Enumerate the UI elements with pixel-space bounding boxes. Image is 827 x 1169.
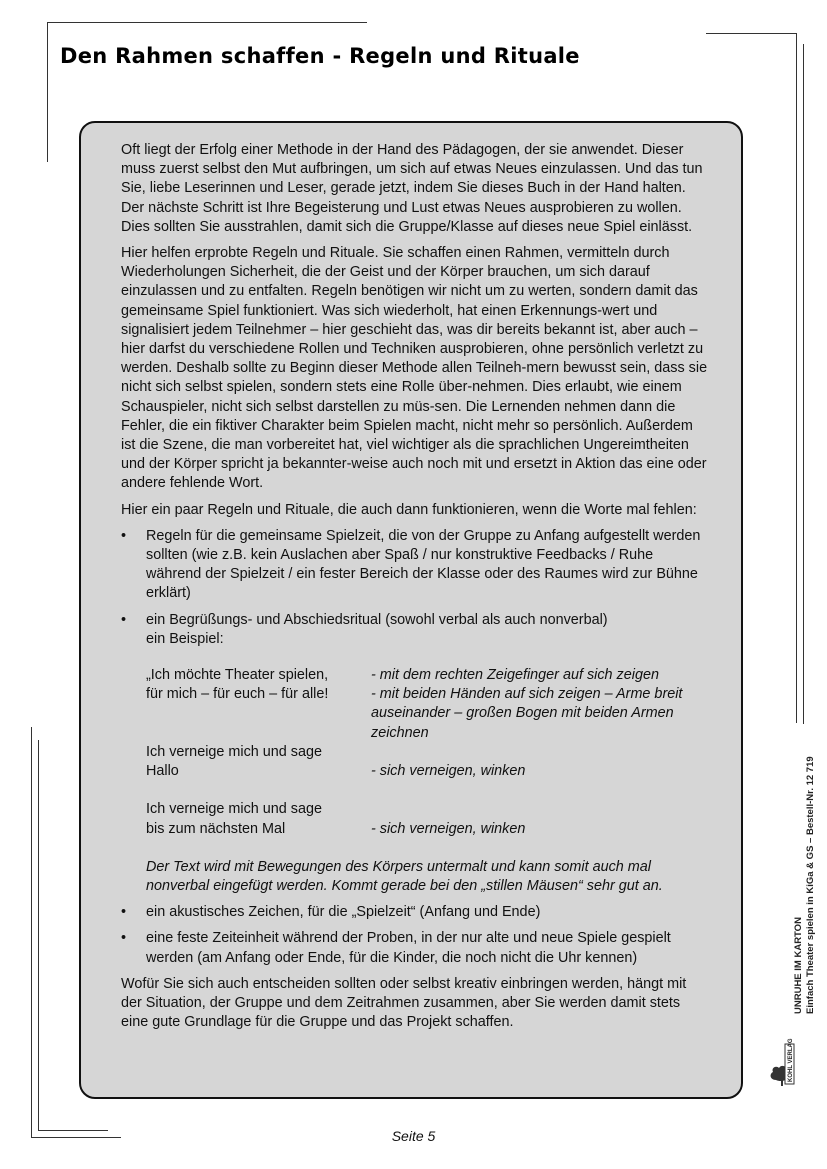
list-item	[121, 611, 711, 896]
ritual-text: Hallo	[146, 763, 179, 780]
bullet-marker: •	[121, 904, 127, 921]
paragraph-intro: Oft liegt der Erfolg einer Methode in der Hand des Pädagogen, der sie anwendet. Dieser muss zuerst selbst den Mut aufbringen, um sich auf etwas Neues einzulassen. Und das tun Sie, liebe Leserinnen und Leser, gerade jetzt, indem Sie dieses Buch in der Hand halten. Der nächste Schritt ist Ihre Begeisterung und Lust etwas Neues ausprobieren zu wollen. Dies sollten Sie ausstrahlen, damit sich die Gruppe/Klasse auf dieses neue Spiel einlässt.	[121, 142, 703, 235]
paragraph-closing: Wofür Sie sich auch entscheiden sollten oder selbst kreativ einbringen werden, hängt mit der Situation, der Gruppe und dem Zeitrahmen zusammen, aber Sie werden damit stets eine gute Grundlage für die Gruppe und das Projekt schaffen.	[121, 975, 687, 1031]
bullet-marker: •	[121, 611, 127, 628]
ritual-note: Der Text wird mit Bewegungen des Körpers untermalt und kann somit auch mal nonverbal eingefügt werden. Kommt gerade bei den „stillen Mäusen“ sehr gut an.	[146, 858, 663, 894]
list-item	[121, 527, 711, 604]
list-item-text: ein Begrüßungs- und Abschiedsritual (sowohl verbal als auch nonverbal)	[146, 611, 608, 628]
bullet-marker: •	[121, 527, 127, 544]
list-item	[121, 929, 711, 967]
frame-line	[31, 727, 32, 1137]
ritual-action: - sich verneigen, winken	[371, 820, 526, 837]
ritual-table	[146, 666, 711, 839]
ritual-text: für mich – für euch – für alle!	[146, 686, 329, 703]
frame-line	[47, 22, 367, 23]
ritual-action: - mit beiden Händen auf sich zeigen – Arme breit auseinander – großen Bogen mit beiden Armen zeichnen	[371, 686, 683, 741]
ritual-text: bis zum nächsten Mal	[146, 820, 286, 837]
frame-line	[803, 44, 804, 724]
ritual-action: - mit dem rechten Zeigefinger auf sich zeigen	[371, 667, 659, 684]
ritual-action	[371, 800, 711, 819]
page-number: Seite 5	[391, 1128, 436, 1144]
frame-line	[706, 33, 796, 34]
frame-line	[47, 22, 48, 162]
article-body	[121, 141, 711, 1039]
ritual-action: - sich verneigen, winken	[371, 763, 526, 780]
example-label: ein Beispiel:	[146, 630, 224, 647]
ritual-text: Ich verneige mich und sage	[146, 801, 322, 818]
list-item-text: eine feste Zeiteinheit während der Proben, in der nur alte und neue Spiele gespielt werden (am Anfang oder Ende, für die Kinder, die noch nicht die Uhr kennen)	[146, 930, 671, 966]
ritual-spacer	[371, 781, 711, 800]
list-item-text: Regeln für die gemeinsame Spielzeit, die von der Gruppe zu Anfang aufgestellt werden sollten (wie z.B. kein Auslachen aber Spaß / nur konstruktive Feedbacks / Ruhe während der Spielzeit / ein fester Bereich der Klasse oder des Raumes wird zur Bühne erklärt)	[146, 527, 701, 602]
ritual-spacer	[146, 781, 371, 800]
paragraph-rules: Hier helfen erprobte Regeln und Rituale. Sie schaffen einen Rahmen, vermitteln durch Wiederholungen Sicherheit, die der Geist und der Körper brauchen, um sich darauf einzulassen und zu entfalten. Regeln benötigen wir nicht um zu werten, sondern damit das gemeinsame Spiel funktioniert. Was sich wiederholt, hat einen Erkennungs-wert und signalisiert jedem Teilnehmer – hier geschieht das, was dir bereits bekannt ist, aber auch – hier darfst du verschiedene Rollen und Techniken ausprobieren, ohne persönlich verletzt zu werden. Deshalb sollte zu Beginn dieser Methode allen Teilneh-mern bewusst sein, dass sie nicht sich selbst spielen, sondern stets eine Rolle über-nehmen. Dies erlaubt, wie einem Schauspieler, nicht sich selbst darstellen zu müs-sen. Die Lernenden nehmen dann die Fehler, die ein fiktiver Charakter beim Spielen macht, nicht mehr so persönlich. Außerdem ist die Szene, die man vorbereitet hat, viel wichtiger als die sprachlichen Ungereimtheiten und der Körper spricht ja bekannter-weise auch noch mit und ersetzt in Aktion das eine oder andere fehlende Wort.	[121, 245, 708, 492]
list-item	[121, 903, 711, 922]
sidebar-title: UNRUHE IM KARTON	[793, 917, 804, 1014]
bullet-marker: •	[121, 930, 127, 947]
sidebar-subtitle: Einfach Theater spielen in KiGa & GS – Bestell-Nr. 12 719	[804, 756, 816, 1014]
ritual-text: „Ich möchte Theater spielen,	[146, 667, 329, 684]
publisher-logo	[768, 1030, 798, 1090]
frame-line	[38, 740, 39, 1130]
ritual-text: Ich verneige mich und sage	[146, 743, 322, 760]
frame-line	[796, 33, 797, 723]
page-title: Den Rahmen schaffen - Regeln und Rituale	[60, 44, 580, 68]
list-item-text: ein akustisches Zeichen, für die „Spielzeit“ (Anfang und Ende)	[146, 904, 541, 921]
sidebar-credit	[793, 756, 816, 1014]
paragraph-lead: Hier ein paar Regeln und Rituale, die auch dann funktionieren, wenn die Worte mal fehlen:	[121, 501, 697, 518]
ritual-action	[371, 743, 711, 762]
logo-text: KOHL VERLAG	[788, 1038, 794, 1082]
